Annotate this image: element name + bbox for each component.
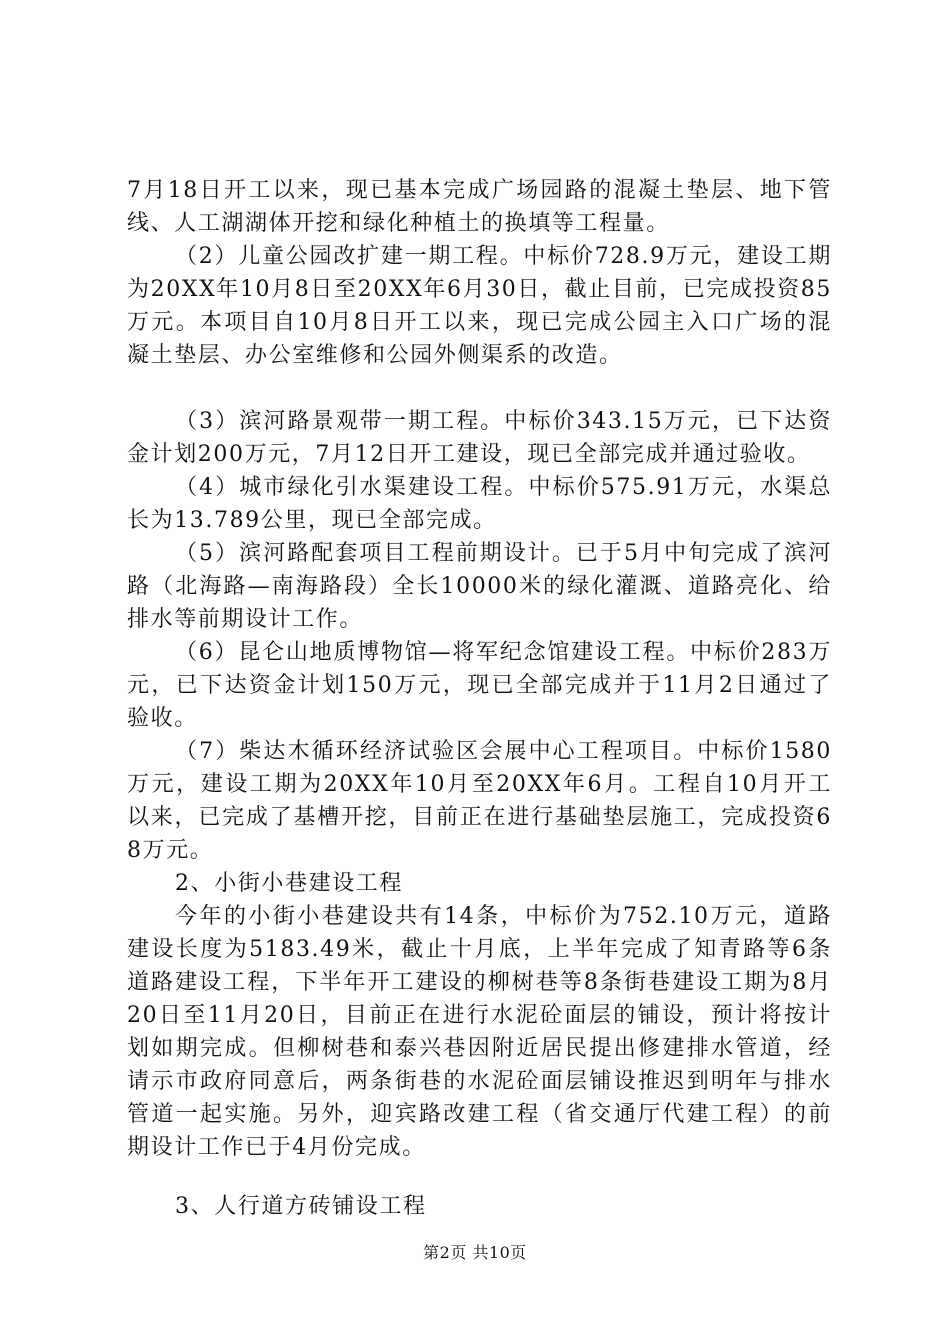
paragraph-item-4: （4）城市绿化引水渠建设工程。中标价575.91万元，水渠总长为13.789公里，现已全部完成。: [127, 475, 832, 533]
section-heading-3: 3、人行道方砖铺设工程: [175, 1194, 427, 1219]
paragraph-small-streets: 今年的小街小巷建设共有14条，中标价为752.10万元，道路建设长度为5183.49米，截止十月底，上半年完成了知青路等6条道路建设工程，下半年开工建设的柳树巷等8条街巷建设工期为8月20日至11月20日，目前正在进行水泥砼面层的铺设，预计将按计划如期完成。但柳树巷和泰兴巷因附近居民提出修建排水管道，经请示市政府同意后，两条街巷的水泥砼面层铺设推迟到明年与排水管道一起实施。另外，迎宾路改建工程（省交通厅代建工程）的前期设计工作已于4月份完成。: [127, 904, 832, 1160]
section-heading-2: 2、小街小巷建设工程: [175, 871, 403, 896]
paragraph-continuation: 7月18日开工以来，现已基本完成广场园路的混凝土垫层、地下管线、人工湖湖体开挖和绿化种植土的换填等工程量。: [127, 178, 832, 236]
paragraph-item-6: （6）昆仑山地质博物馆—将军纪念馆建设工程。中标价283万元，已下达资金计划150万元，现已全部完成并于11月2日通过了验收。: [127, 640, 832, 731]
paragraph-item-7: （7）柴达木循环经济试验区会展中心工程项目。中标价1580万元，建设工期为20XX年10月至20XX年6月。工程自10月开工以来，已完成了基槽开挖，目前正在进行基础垫层施工，完成投资68万元。: [127, 739, 832, 863]
paragraph-item-5: （5）滨河路配套项目工程前期设计。已于5月中旬完成了滨河路（北海路—南海路段）全长10000米的绿化灌溉、道路亮化、给排水等前期设计工作。: [127, 541, 832, 632]
page-footer: 第2页 共10页: [423, 1243, 527, 1262]
paragraph-item-3: （3）滨河路景观带一期工程。中标价343.15万元，已下达资金计划200万元，7月12日开工建设，现已全部完成并通过验收。: [127, 409, 832, 467]
paragraph-item-2: （2）儿童公园改扩建一期工程。中标价728.9万元，建设工期为20XX年10月8日至20XX年6月30日，截止目前，已完成投资85万元。本项目自10月8日开工以来，现已完成公园主入口广场的混凝土垫层、办公室维修和公园外侧渠系的改造。: [127, 244, 832, 368]
body-text: [127, 174, 832, 1223]
